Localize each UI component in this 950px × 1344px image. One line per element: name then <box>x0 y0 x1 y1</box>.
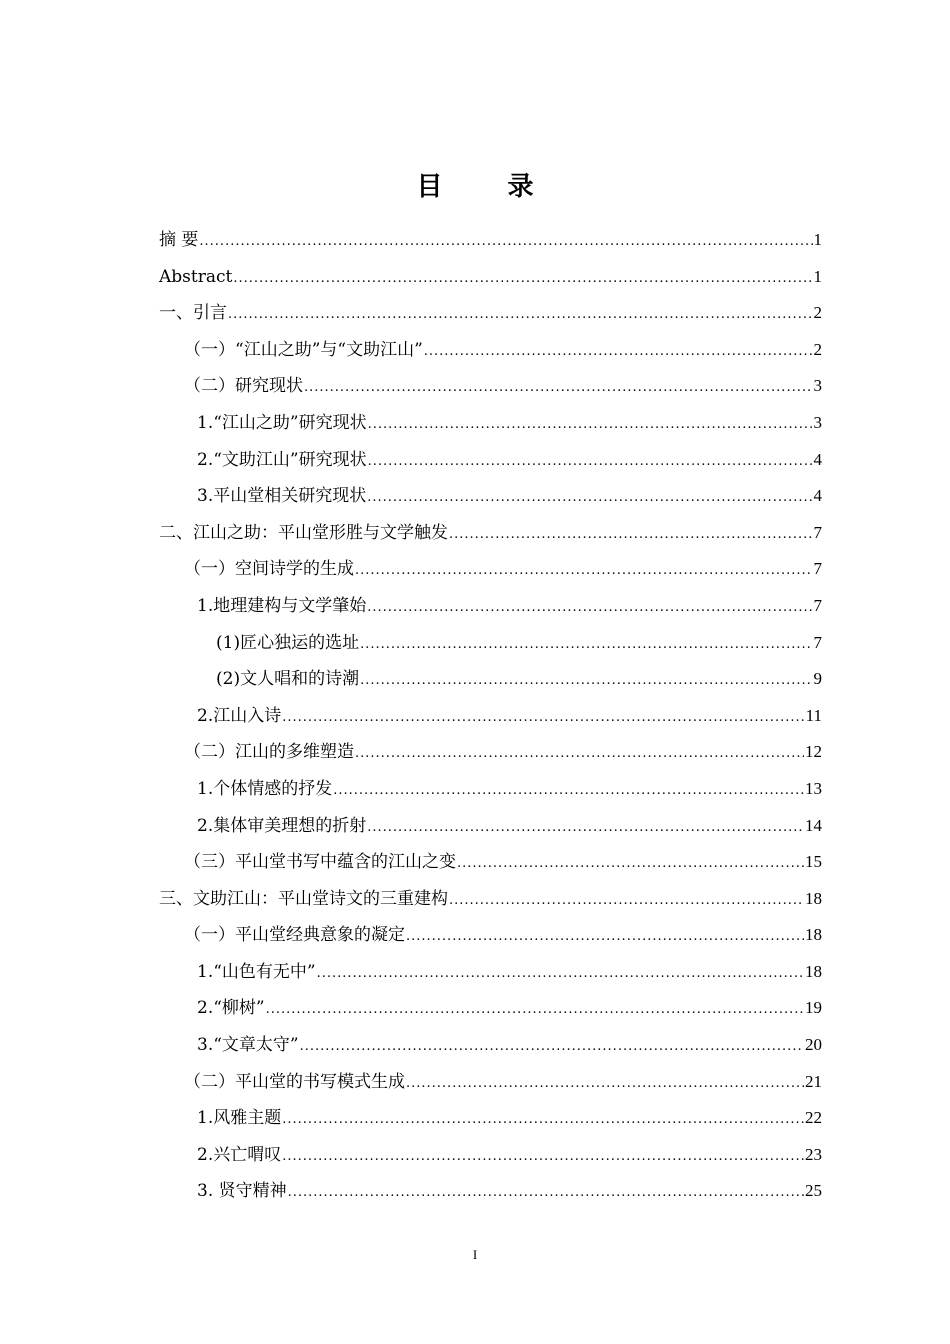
toc-dot-leader <box>360 627 812 664</box>
toc-entry-page: 7 <box>813 522 822 542</box>
toc-dot-leader <box>355 553 813 590</box>
toc-entry[interactable] <box>159 1173 822 1210</box>
toc-dot-leader <box>424 334 813 371</box>
toc-entry-page: 18 <box>805 961 822 981</box>
toc-dot-leader <box>300 1029 804 1066</box>
toc-dot-leader <box>406 919 804 956</box>
toc-entry-label: 二、江山之助：平山堂形胜与文学触发 <box>159 522 448 543</box>
toc-dot-leader <box>282 1139 804 1176</box>
toc-dot-leader <box>304 370 813 407</box>
toc-entry[interactable] <box>159 1027 822 1064</box>
toc-dot-leader <box>233 261 812 298</box>
toc-entry[interactable] <box>159 990 822 1027</box>
toc-dot-leader <box>317 956 804 993</box>
toc-dot-leader <box>368 407 813 444</box>
toc-entry-page: 22 <box>805 1108 822 1128</box>
toc-entry-page: 2 <box>813 339 822 359</box>
toc-entry-page: 23 <box>805 1144 822 1164</box>
toc-entry-page: 7 <box>813 595 822 615</box>
toc-entry-label: (2)文人唱和的诗潮 <box>216 669 360 690</box>
toc-dot-leader <box>228 297 813 334</box>
toc-entry-label: 1.个体情感的抒发 <box>197 778 333 799</box>
toc-entry-label: 1.“江山之助”研究现状 <box>197 412 367 433</box>
toc-entry[interactable] <box>159 625 822 662</box>
toc-entry-label: （三）平山堂书写中蕴含的江山之变 <box>184 852 456 873</box>
toc-entry[interactable] <box>159 1100 822 1137</box>
toc-entry-page: 1 <box>813 266 822 286</box>
toc-entry-page: 25 <box>805 1181 822 1201</box>
toc-entry-label: 1.风雅主题 <box>197 1108 282 1129</box>
toc-entry-page: 20 <box>805 1035 822 1055</box>
toc-dot-leader <box>368 444 813 481</box>
toc-entry-label: （一）平山堂经典意象的凝定 <box>184 925 405 946</box>
toc-entry[interactable] <box>159 588 822 625</box>
toc-entry-page: 9 <box>813 669 822 689</box>
page-number: I <box>472 1247 478 1262</box>
toc-dot-leader <box>367 480 812 517</box>
toc-entry-label: 1.地理建构与文学肇始 <box>197 595 367 616</box>
toc-entry[interactable] <box>159 442 822 479</box>
toc-entry-page: 3 <box>813 412 822 432</box>
toc-entry-label: 3.平山堂相关研究现状 <box>197 486 367 507</box>
toc-entry-label: 3.“文章太守” <box>197 1035 299 1056</box>
toc-entry-label: （一）空间诗学的生成 <box>184 559 354 580</box>
toc-entry-page: 1 <box>813 230 822 249</box>
toc-entry-page: 18 <box>805 888 822 908</box>
toc-entry-label: 1.“山色有无中” <box>197 961 316 982</box>
toc-dot-leader <box>355 736 804 773</box>
toc-entry-page: 4 <box>813 486 822 506</box>
toc-entry[interactable] <box>159 698 822 735</box>
toc-dot-leader <box>360 663 812 700</box>
toc-dot-leader <box>282 1102 804 1139</box>
toc-entry[interactable] <box>159 405 822 442</box>
toc-entry-label: 摘 要 <box>159 230 199 250</box>
toc-dot-leader <box>282 700 804 737</box>
toc-entry[interactable] <box>159 844 822 881</box>
toc-entry[interactable] <box>159 1137 822 1174</box>
toc-entry-page: 18 <box>805 925 822 945</box>
toc-entry[interactable] <box>159 551 822 588</box>
toc-entry-label: 3. 贤守精神 <box>197 1181 287 1202</box>
table-of-contents <box>159 222 822 1210</box>
toc-entry-page: 14 <box>805 815 822 835</box>
toc-entry[interactable] <box>159 771 822 808</box>
toc-entry-page: 15 <box>805 852 822 872</box>
toc-dot-leader <box>406 1066 804 1103</box>
toc-entry-label: （一）“江山之助”与“文助江山” <box>184 339 423 360</box>
toc-entry-page: 21 <box>805 1071 822 1091</box>
toc-entry[interactable] <box>159 332 822 369</box>
toc-entry[interactable] <box>159 808 822 845</box>
toc-entry-label: （二）江山的多维塑造 <box>184 742 354 763</box>
toc-entry-label: (1)匠心独运的选址 <box>216 632 360 653</box>
toc-entry[interactable] <box>159 917 822 954</box>
toc-entry-label: （二）研究现状 <box>184 376 303 397</box>
toc-entry[interactable] <box>159 259 822 296</box>
toc-entry-page: 19 <box>805 998 822 1018</box>
toc-dot-leader <box>449 517 813 554</box>
toc-entry[interactable] <box>159 661 822 698</box>
toc-entry-page: 7 <box>813 559 822 579</box>
toc-entry-label: 2.集体审美理想的折射 <box>197 815 367 836</box>
toc-entry-label: 一、引言 <box>159 303 227 324</box>
toc-entry-label: 2.“柳树” <box>197 998 265 1019</box>
toc-entry-label: 2.江山入诗 <box>197 705 282 726</box>
toc-entry-page: 3 <box>813 376 822 396</box>
toc-dot-leader <box>333 773 804 810</box>
toc-entry-label: Abstract <box>159 266 233 287</box>
toc-entry[interactable] <box>159 368 822 405</box>
toc-entry[interactable] <box>159 515 822 552</box>
toc-dot-leader <box>449 883 804 920</box>
toc-entry[interactable] <box>159 222 822 259</box>
toc-entry[interactable] <box>159 734 822 771</box>
page-title: 目 录 <box>416 172 562 202</box>
toc-entry-page: 13 <box>805 778 822 798</box>
toc-entry-label: 三、文助江山：平山堂诗文的三重建构 <box>159 888 448 909</box>
toc-entry-page: 7 <box>813 632 822 652</box>
toc-entry[interactable] <box>159 295 822 332</box>
toc-dot-leader <box>457 846 804 883</box>
toc-entry[interactable] <box>159 954 822 991</box>
toc-dot-leader <box>288 1175 804 1212</box>
toc-dot-leader <box>367 810 804 847</box>
toc-entry[interactable] <box>159 1064 822 1101</box>
toc-entry[interactable] <box>159 881 822 918</box>
toc-entry-page: 4 <box>813 449 822 469</box>
toc-entry-page: 12 <box>805 742 822 762</box>
toc-entry-label: 2.兴亡喟叹 <box>197 1144 282 1165</box>
toc-entry-label: 2.“文助江山”研究现状 <box>197 449 367 470</box>
toc-entry-page: 11 <box>805 705 822 725</box>
toc-entry-label: （二）平山堂的书写模式生成 <box>184 1071 405 1092</box>
toc-entry-page: 2 <box>813 303 822 323</box>
toc-dot-leader <box>199 224 812 261</box>
toc-entry[interactable] <box>159 478 822 515</box>
toc-dot-leader <box>266 992 804 1029</box>
toc-dot-leader <box>367 590 812 627</box>
